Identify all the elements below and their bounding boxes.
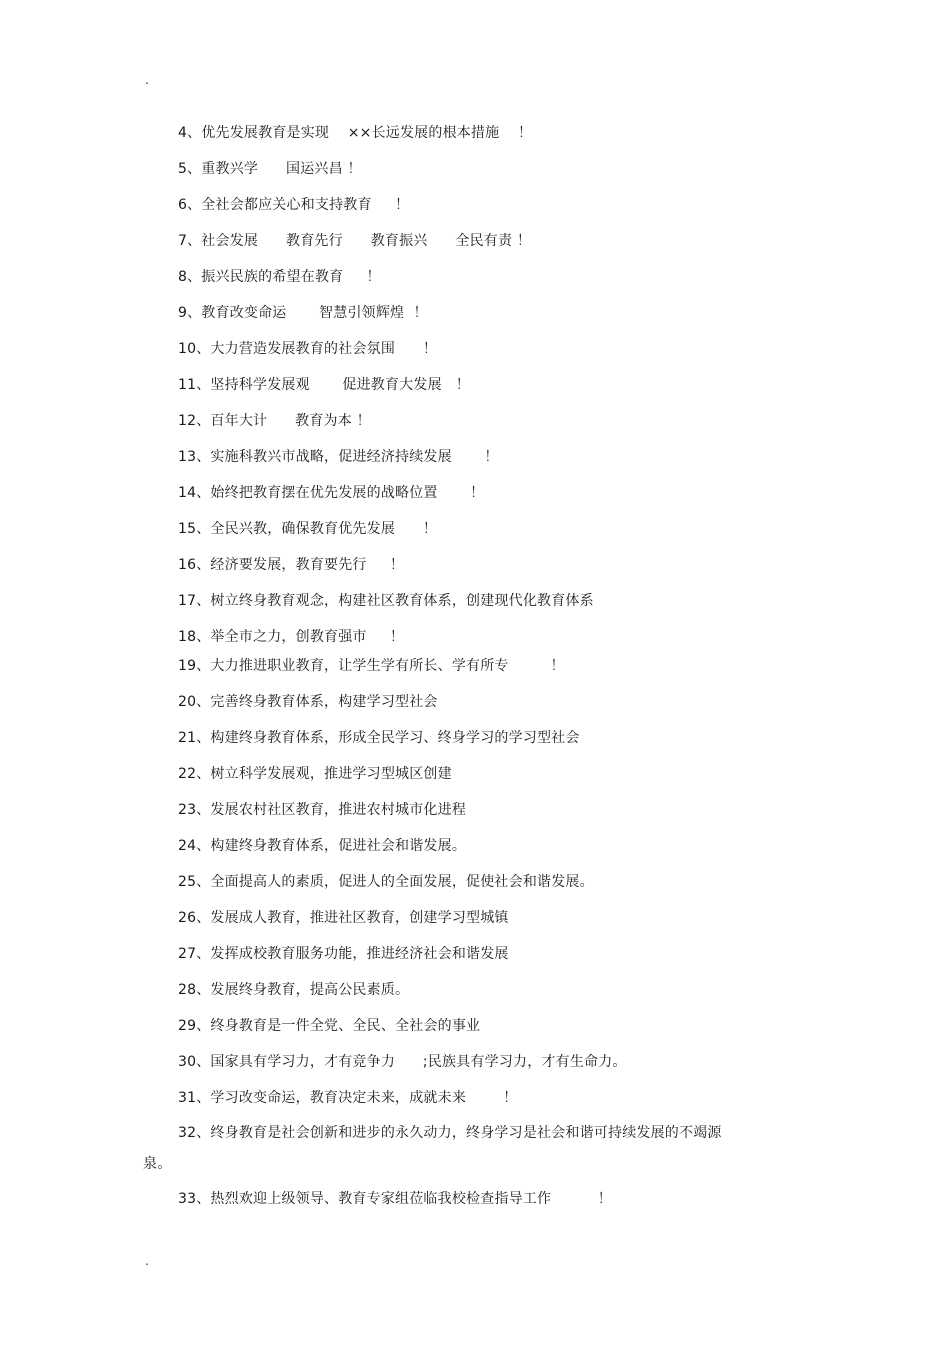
list-item: 31、学习改变命运，教育决定未来，成就未来 ！ — [178, 1090, 518, 1106]
bottom-page-marker: . — [145, 1254, 149, 1268]
list-item: 25、全面提高人的素质，促进人的全面发展，促使社会和谐发展。 — [178, 874, 594, 890]
list-item: 22、树立科学发展观，推进学习型城区创建 — [178, 766, 452, 782]
list-item: 20、完善终身教育体系，构建学习型社会 — [178, 694, 438, 710]
list-item: 6、全社会都应关心和支持教育 ！ — [178, 197, 410, 213]
list-item: 30、国家具有学习力，才有竞争力 ;民族具有学习力，才有生命力。 — [178, 1054, 627, 1070]
list-item: 8、振兴民族的希望在教育 ！ — [178, 269, 381, 285]
list-item: 4、优先发展教育是实现 ××长远发展的根本措施 ！ — [178, 125, 533, 141]
list-item: 7、社会发展 教育先行 教育振兴 全民有责 ！ — [178, 233, 532, 249]
list-item: 17、树立终身教育观念，构建社区教育体系，创建现代化教育体系 — [178, 593, 594, 609]
list-item: 32、终身教育是社会创新和进步的永久动力，终身学习是社会和谐可持续发展的不竭源泉。 — [143, 1125, 722, 1172]
list-item: 11、坚持科学发展观 促进教育大发展 ！ — [178, 377, 470, 393]
list-item: 29、终身教育是一件全党、全民、全社会的事业 — [178, 1018, 481, 1034]
list-item: 5、重教兴学 国运兴昌 ！ — [178, 161, 362, 177]
list-item: 10、大力营造发展教育的社会氛围 ！ — [178, 341, 438, 357]
list-item: 27、发挥成校教育服务功能，推进经济社会和谐发展 — [178, 946, 509, 962]
list-item: 18、举全市之力，创教育强市 ！ — [178, 629, 405, 645]
list-item: 24、构建终身教育体系，促进社会和谐发展。 — [178, 838, 467, 854]
list-item: 21、构建终身教育体系，形成全民学习、终身学习的学习型社会 — [178, 730, 580, 746]
list-item: 33、热烈欢迎上级领导、教育专家组莅临我校检查指导工作 ！ — [178, 1191, 612, 1207]
list-item: 26、发展成人教育，推进社区教育，创建学习型城镇 — [178, 910, 509, 926]
list-item: 13、实施科教兴市战略，促进经济持续发展 ！ — [178, 449, 499, 465]
list-item: 15、全民兴教，确保教育优先发展 ！ — [178, 521, 438, 537]
top-page-marker: . — [145, 73, 149, 87]
list-item: 28、发展终身教育，提高公民素质。 — [178, 982, 410, 998]
list-item: 19、大力推进职业教育，让学生学有所长、学有所专 ！ — [178, 658, 565, 674]
list-item: 16、经济要发展，教育要先行 ！ — [178, 557, 405, 573]
list-item: 9、教育改变命运 智慧引领辉煌 ！ — [178, 305, 428, 321]
list-item: 14、始终把教育摆在优先发展的战略位置 ！ — [178, 485, 485, 501]
list-item: 23、发展农村社区教育，推进农村城市化进程 — [178, 802, 467, 818]
list-item: 12、百年大计 教育为本 ！ — [178, 413, 371, 429]
